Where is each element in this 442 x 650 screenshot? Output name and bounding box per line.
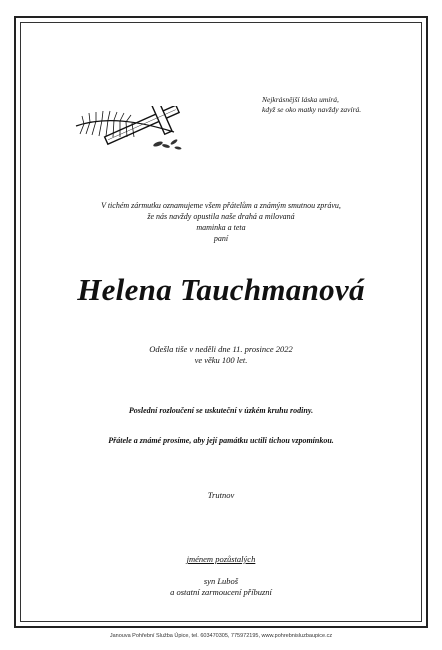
farewell-notice: Poslední rozloučení se uskuteční v úzkém kruhu rodiny. (128, 406, 314, 415)
funeral-service-footer: Janouva Pohřební Služba Úpice, tel. 603470305, 775972195, www.pohrebnisluzbaupice.cz (109, 633, 333, 639)
on-behalf-label: jménem pozůstalých (186, 554, 256, 564)
announcement-line-2: že nás navždy opustila naše drahá a milovaná (147, 212, 295, 221)
signer-line-2: a ostatní zarmoucení příbuzní (170, 587, 272, 597)
cross-with-palm-branch-icon (74, 106, 186, 152)
death-date-line: Odešla tiše v neděli dne 11. prosince 2022 (149, 344, 293, 354)
place-name: Trutnov (207, 490, 235, 500)
motto-line-1: Nejkrásnější láska umírá, (262, 95, 339, 104)
signers (20, 576, 422, 598)
announcement-text (40, 200, 402, 244)
announcement-line-1: V tichém zármutku oznamujeme všem přátelům a známým smutnou zprávu, (101, 201, 341, 210)
announcement-line-4: paní (213, 234, 229, 243)
signer-line-1: syn Luboš (203, 576, 239, 586)
deceased-name: Helena Tauchmanová (77, 272, 365, 307)
motto (262, 95, 412, 115)
motto-line-2: když se oko matky navždy zavírá. (262, 105, 362, 114)
age-line: ve věku 100 let. (194, 355, 248, 365)
death-info (20, 344, 422, 366)
announcement-line-3: maminka a teta (196, 223, 246, 232)
request-notice: Přátele a známé prosíme, aby její památku uctili tichou vzpomínkou. (108, 436, 334, 445)
